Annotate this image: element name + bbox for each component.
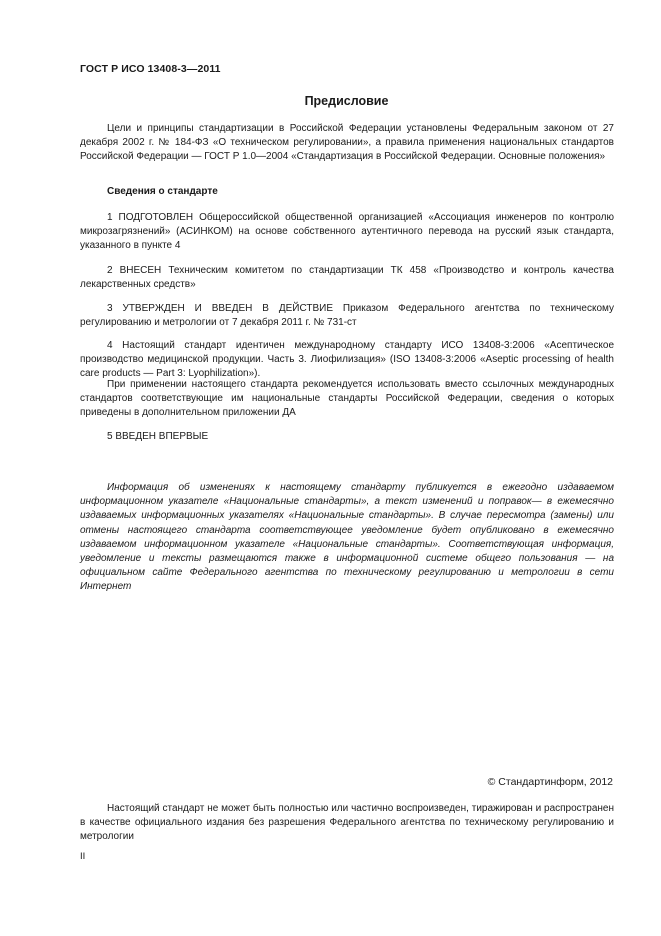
item-4-note: При применении настоящего стандарта рекомендуется использовать вместо ссылочных международных стандартов соответствующие им национальные стандарты Российской Федерации, сведения о которых приведены в дополнительном приложении ДА: [80, 379, 614, 419]
page-title: Предисловие: [304, 94, 389, 108]
item-3: 3 УТВЕРЖДЕН И ВВЕДЕН В ДЕЙСТВИЕ Приказом Федерального агентства по техническому регулированию и метрологии от 7 декабря 2011 г. № 731-ст: [80, 303, 614, 329]
intro-paragraph: Цели и принципы стандартизации в Российской Федерации установлены Федеральным законом от 27 декабря 2002 г. № 184-ФЗ «О техническом регулировании», а правила применения национальных стандартов Российской Федерации — ГОСТ Р 1.0—2004 «Стандартизация в Российской Федерации. Основные положения»: [80, 123, 614, 163]
item-2: 2 ВНЕСЕН Техническим комитетом по стандартизации ТК 458 «Производство и контроль качества лекарственных средств»: [80, 265, 614, 291]
item-4: 4 Настоящий стандарт идентичен международному стандарту ИСО 13408-3:2006 «Асептическое производство медицинской продукции. Часть 3. Лиофилизация» (ISO 13408-3:2006 «Aseptic processing of health care products — Part 3: Lyophilization»).: [80, 340, 614, 380]
section-subheading: Сведения о стандарте: [107, 186, 218, 197]
copyright-notice: © Стандартинформ, 2012: [487, 776, 613, 788]
document-code: ГОСТ Р ИСО 13408-3—2011: [80, 63, 221, 75]
notice-paragraph: Информация об изменениях к настоящему стандарту публикуется в ежегодно издаваемом информационном указателе «Национальные стандарты», а текст изменений и поправок— в ежемесячно издаваемых информационных указателях «Национальные стандарты». В случае пересмотра (замены) или отмены настоящего стандарта соответствующее уведомление будет опубликовано в ежемесячно издаваемом информационном указателе «Национальные стандарты». Соответствующая информация, уведомление и тексты размещаются также в информационной системе общего пользования — на официальном сайте Федерального агентства по техническому регулированию и метрологии в сети Интернет: [80, 482, 614, 593]
item-1: 1 ПОДГОТОВЛЕН Общероссийской общественной организацией «Ассоциация инженеров по контролю микрозагрязнений» (АСИНКОМ) на основе собственного аутентичного перевода на русский язык стандарта, указанного в пункте 4: [80, 212, 614, 252]
reproduction-paragraph: Настоящий стандарт не может быть полностью или частично воспроизведен, тиражирован и распространен в качестве официального издания без разрешения Федерального агентства по техническому регулированию и метрологии: [80, 803, 614, 843]
item-5: 5 ВВЕДЕН ВПЕРВЫЕ: [107, 431, 209, 442]
page-number: II: [80, 851, 86, 862]
